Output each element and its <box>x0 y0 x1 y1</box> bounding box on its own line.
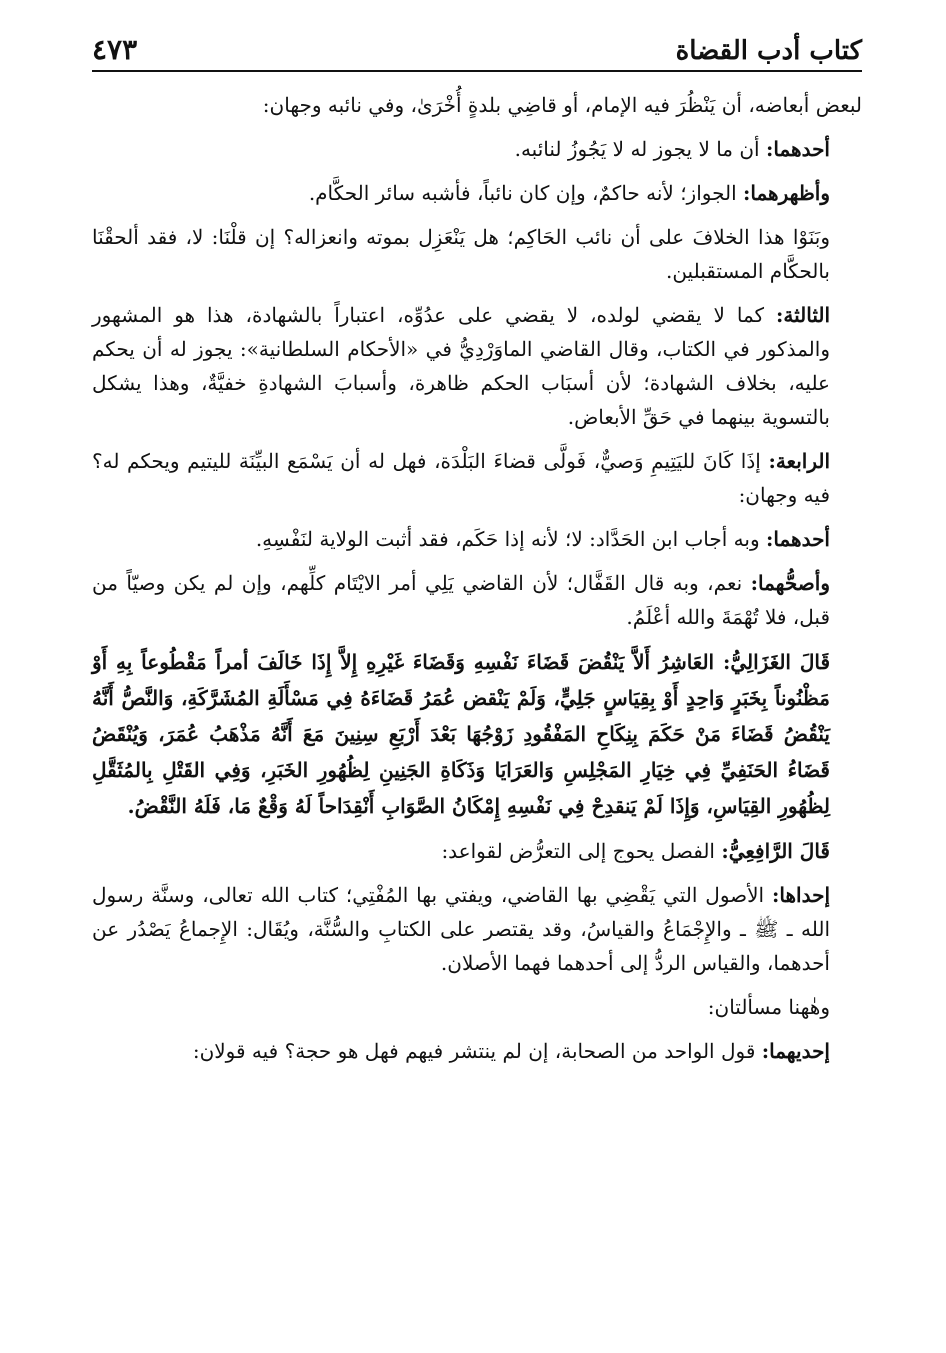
page-number: ٤٧٣ <box>92 33 138 66</box>
paragraph-lead: أحدهما: <box>765 137 830 161</box>
ghazali-text: العَاشِرُ أَلاَّ يَنْقُضَ قَضَاءَ نَفْسِهِ وَقَضَاءَ غَيْرِهِ إِلاَّ إِذَا خَالَفَ أمراً مَقْطُوعاً بِهِ أَوْ مَظْنُوناً بِخَبَرٍ وَاحِدٍ أَوْ بِقِيَاسٍ جَلِيٍّ، وَلَمْ يَنْقض عُمَرُ قَضَاءَهُ فِي مَسْأَلَةِ المُشَرَّكَةِ، وَالنَّصُّ أَنَّهُ يَنْقُضُ قَضَاءَ مَنْ حَكَمَ بِنِكَاحِ المَفْقُودِ زَوْجُهَا بَعْدَ أَرْبَعِ سِنِينَ مَعَ أَنَّهُ مَذْهَبُ عُمَرَ، وَيُنْقَضُ قَضَاءُ الحَنَفِيِّ فِي خِيَارِ المَجْلِسِ وَالعَرَايَا وَذَكَاةِ الجَنِينِ لِظُهُورِ الخَبَرِ، وَفِي القَتْلِ بِالمُثَقَّلِ لِظُهُورِ القِيَاسِ، وَإِذَا لَمْ يَنقدِحْ فِي نَفْسِهِ إِمْكَانُ الصَّوَابِ أَنْقِدَاحاً لَهُ وَقْعٌ مَا، فَلَهُ النَّقْضُ. <box>92 650 830 818</box>
paragraph-3 <box>92 176 862 210</box>
paragraph-text: الفصل يحوج إلى التعرُّض لقواعد: <box>441 839 722 863</box>
book-title: كتاب أدب القضاة <box>675 36 862 66</box>
rafii-paragraph-3 <box>92 990 862 1024</box>
paragraph-5 <box>92 298 862 434</box>
running-header <box>92 30 862 72</box>
paragraph-lead: قَالَ الرَّافِعِيُّ: <box>721 839 830 863</box>
paragraph-text: نعم، وبه قال القَفَّال؛ لأن القاضي يَلِي أمر الايْتَام كلِّهم، وإن لم يكن وصيّاً من قبل، فلا تُهْمَةَ والله أعْلَمُ. <box>92 571 830 629</box>
book-page <box>92 30 862 1078</box>
paragraph-lead: إحداها: <box>772 883 830 907</box>
paragraph-text: لبعض أبعاضه، أن يَنْظُرَ فيه الإمام، أو قاضِي بلدةٍ أُخْرَىٰ، وفي نائبه وجهان: <box>262 93 862 117</box>
paragraph-4 <box>92 220 862 288</box>
paragraph-text: قول الواحد من الصحابة، إن لم ينتشر فيهم فهل هو حجة؟ فيه قولان: <box>192 1039 762 1063</box>
paragraph-text: إذَا كَانَ لليَتِيمِ وَصيٌّ، فَولَّى قضاءَ البَلْدَة، فهل له أن يَسْمَع البيِّنَة لليتيم ويحكم له؟ فيه وجهان: <box>92 449 830 507</box>
rafii-paragraph-1 <box>92 834 862 868</box>
paragraph-1 <box>92 88 862 122</box>
paragraph-text: أن ما لا يجوز له لا يَجُوزُ لنائبه. <box>514 137 766 161</box>
paragraph-lead: وأصحُّهما: <box>750 571 830 595</box>
paragraph-text: وهٰهنا مسألتان: <box>707 995 830 1019</box>
paragraph-8 <box>92 566 862 634</box>
rafii-paragraph-4 <box>92 1034 862 1068</box>
paragraph-6 <box>92 444 862 512</box>
paragraph-text: وبه أجاب ابن الحَدَّاد: لا؛ لأنه إذا حَكَم، فقد أثبت الولاية لنَفْسِهِ. <box>255 527 766 551</box>
paragraph-lead: إحديهما: <box>761 1039 830 1063</box>
ghazali-quote <box>92 644 862 824</box>
paragraph-lead: وأظهرهما: <box>743 181 830 205</box>
ghazali-lead: قَالَ الغَزَالِيُّ: <box>722 650 831 674</box>
rafii-paragraph-2 <box>92 878 862 980</box>
paragraph-lead: أحدهما: <box>765 527 830 551</box>
paragraph-lead: الرابعة: <box>768 449 830 473</box>
page-content <box>92 88 862 1068</box>
paragraph-text: كما لا يقضي لولده، لا يقضي على عدُوِّه، اعتباراً بالشهادة، هذا هو المشهور والمذكور في الكتاب، وقال القاضي الماوَرْدِيُّ في «الأحكام السلطانية»: يجوز له أن يحكم عليه، بخلاف الشهادة؛ لأن أسبَاب الحكم ظاهرة، وأسبابَ الشهادةِ خفيَّةٌ، وهذا يشكل بالتسوية بينهما في حَقِّ الأبعاض. <box>92 303 830 429</box>
paragraph-text: وبَنَوْا هذا الخلافَ على أن نائب الحَاكِم؛ هل يَنْعَزِل بموته وانعزاله؟ إن قلْنَا: لا، فقد ألحقْنَا بالحكَّام المستقبلين. <box>92 225 830 283</box>
paragraph-text: الأصول التي يَقْضِي بها القاضي، ويفتي بها المُفْتِي؛ كتاب الله تعالى، وسنَّة رسول الله ـ ﷺ ـ والإِجْمَاعُ والقياسُ، وقد يقتصر على الكتابِ والسُّنَّة، ويُقَال: الإِجماعُ يَصْدُر عن أحدهما، والقياس الردُّ إلى أحدهما فهما الأصلان. <box>92 883 830 975</box>
paragraph-lead: الثالثة: <box>775 303 830 327</box>
paragraph-7 <box>92 522 862 556</box>
paragraph-2 <box>92 132 862 166</box>
paragraph-text: الجواز؛ لأنه حاكمٌ، وإن كان نائباً، فأشبه سائر الحكَّام. <box>308 181 744 205</box>
